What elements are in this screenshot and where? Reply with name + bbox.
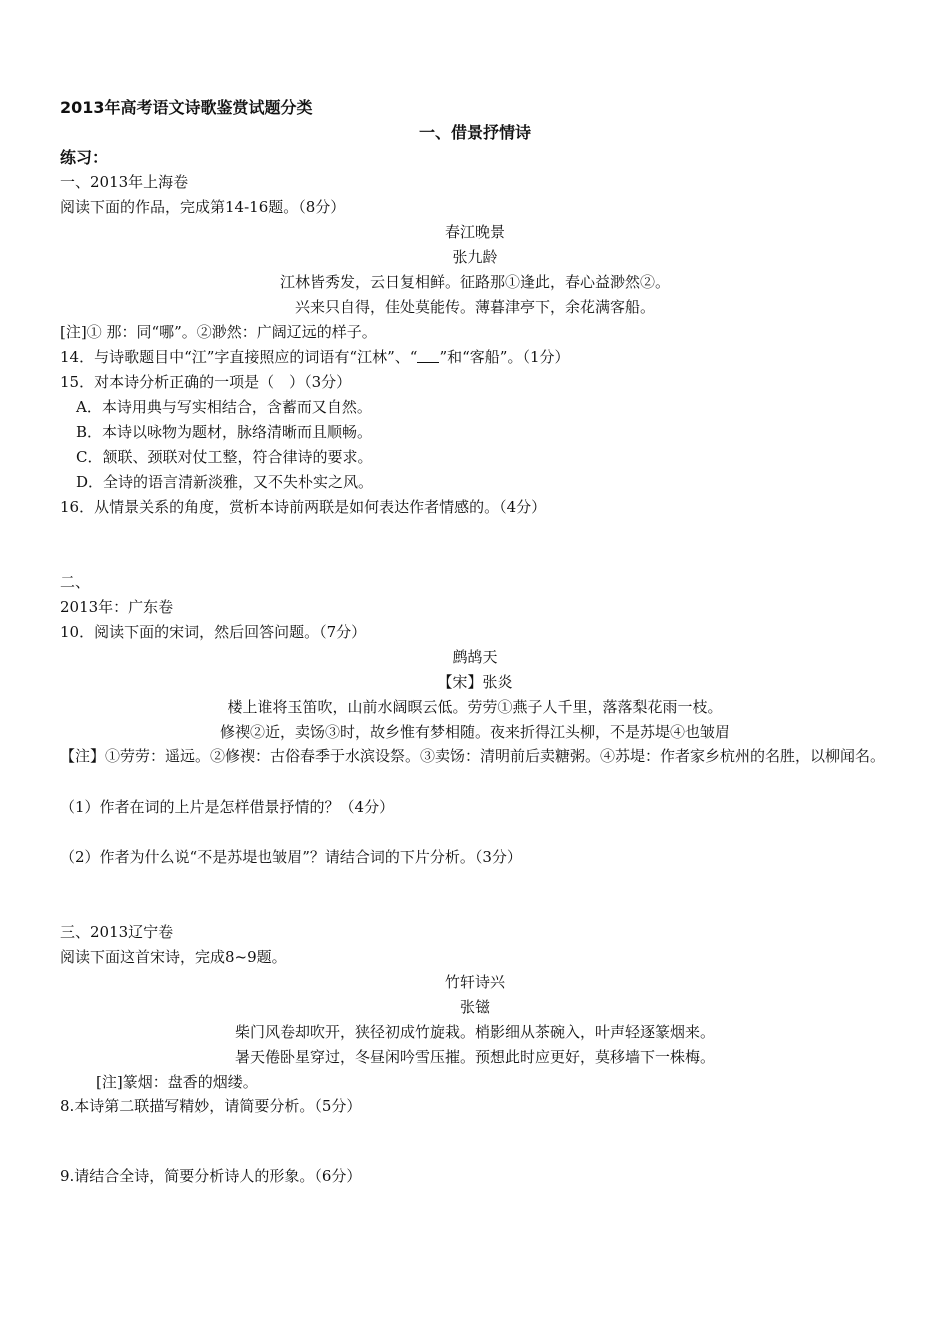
q2-sub-question-1: （1）作者在词的上片是怎样借景抒情的？（4分） (60, 798, 395, 816)
q3-poem-title: 竹轩诗兴 (444, 973, 505, 991)
q1-poem-line: 兴来只自得，佳处莫能传。薄暮津亭下，余花满客船。 (294, 298, 655, 316)
q1-poem-title: 春江晚景 (444, 223, 505, 241)
q3-instruction: 阅读下面这首宋诗，完成8~9题。 (60, 948, 287, 966)
q1-header: 一、2013年上海卷 (60, 173, 189, 191)
question-8: 8.本诗第二联描写精妙，请简要分析。（5分） (60, 1097, 362, 1115)
q3-header: 三、2013辽宁卷 (60, 923, 174, 941)
question-15: 15．对本诗分析正确的一项是（ ）（3分） (60, 373, 352, 391)
question-9: 9.请结合全诗，简要分析诗人的形象。（6分） (60, 1167, 362, 1185)
q2-poem-title: 鹧鸪天 (452, 648, 498, 666)
option-a: A．本诗用典与写实相结合，含蓄而又自然。 (76, 398, 372, 416)
q3-note: [注]篆烟：盘香的烟缕。 (96, 1073, 258, 1091)
q2-poem-author: 【宋】张炎 (437, 673, 513, 691)
fill-in-blank (417, 348, 439, 363)
q2-source: 2013年：广东卷 (60, 598, 174, 616)
question-16: 16．从情景关系的角度，赏析本诗前两联是如何表达作者情感的。（4分） (60, 498, 547, 516)
q3-poem-line: 暑天倦卧星穿过，冬昼闲吟雪压摧。预想此时应更好，莫移墙下一株梅。 (234, 1048, 715, 1066)
question-14 (60, 345, 920, 370)
q2-poem-line: 修禊②近，卖饧③时，故乡惟有梦相随。夜来折得江头柳，不是苏堤④也皱眉 (219, 723, 730, 741)
section-title: 一、借景抒情诗 (418, 123, 531, 142)
q1-poem-author: 张九龄 (452, 248, 498, 266)
question-14-text-before: 14．与诗歌题目中“江”字直接照应的词语有“江林”、“ (60, 348, 418, 366)
q1-instruction: 阅读下面的作品，完成第14-16题。（8分） (60, 198, 346, 216)
q2-instruction: 10．阅读下面的宋词，然后回答问题。（7分） (60, 623, 367, 641)
q2-sub-question-2: （2）作者为什么说“不是苏堤也皱眉”？请结合词的下片分析。（3分） (60, 848, 522, 866)
option-b: B．本诗以咏物为题材，脉络清晰而且顺畅。 (76, 423, 373, 441)
q2-note: 【注】①劳劳：遥远。②修禊：古俗春季于水滨设祭。③卖饧：清明前后卖糖粥。④苏堤：作者家乡杭州的名胜，以柳闻名。 (60, 747, 886, 765)
q3-poem-author: 张镃 (459, 998, 490, 1016)
q1-poem-line: 江林皆秀发，云日复相鲜。征路那①逢此，春心益渺然②。 (279, 273, 670, 291)
q3-poem-line: 柴门风卷却吹开，狭径初成竹旋栽。梢影细从茶碗入，叶声轻逐篆烟来。 (234, 1023, 715, 1041)
question-14-text-after: ”和“客船”。（1分） (439, 348, 570, 366)
practice-label: 练习： (60, 148, 109, 167)
q1-note: [注]① 那：同“哪”。②渺然：广阔辽远的样子。 (60, 323, 377, 341)
doc-title: 2013年高考语文诗歌鉴赏试题分类 (60, 98, 313, 117)
option-c: C．颔联、颈联对仗工整，符合律诗的要求。 (76, 448, 373, 466)
option-d: D．全诗的语言清新淡雅，又不失朴实之风。 (76, 473, 374, 491)
q2-header: 二、 (60, 573, 91, 591)
q2-poem-line: 楼上谁将玉笛吹，山前水阔暝云低。劳劳①燕子人千里，落落梨花雨一枝。 (227, 698, 723, 716)
